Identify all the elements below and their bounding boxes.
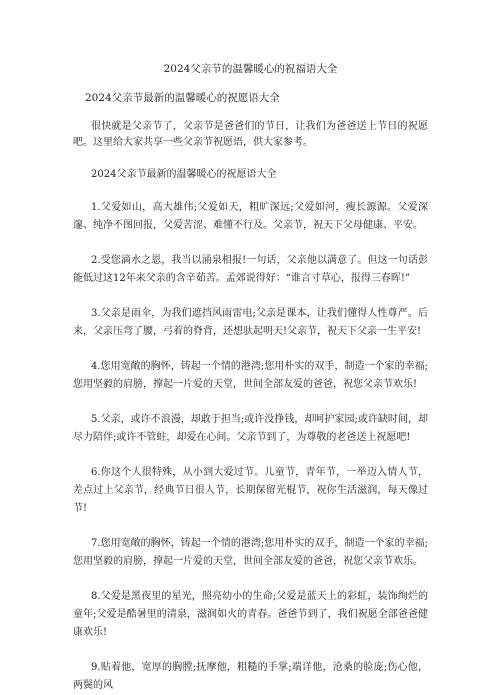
blessing-item-2: 2.受您滴水之恩，我当以涌泉相报!一句话，父亲他以满意了。但这一句话彭能低过这12年来父亲的含辛茹苦。孟郊说得好：“谁言寸草心，报得三春晖!” [73,255,428,284]
blessing-item-3: 3.父亲是雨伞，为我们遮挡风雨雷电;父亲是课本，让我们懂得人性尊严。后来，父亲压弯了腰，弓着的脊背，还想驮起明天!父亲节，祝天下父亲一生平安! [73,308,428,337]
blessing-item-5: 5.父亲，或许不浪漫，却敢于担当;或许没挣钱，却呵护家园;或许缺时间，却尽力陪伴;或许不管蛀，却爱在心间。父亲节到了，为尊敬的老爸送上祝愿吧! [73,414,428,443]
section-heading: 2024父亲节最新的温馨暖心的祝愿语大全 [91,169,277,180]
document-title: 2024父亲节的温馨暖心的祝福语大全 [163,63,338,75]
blessing-item-9: 9.贴着他，宽厚的胸膛;抚摩他，粗糙的手掌;端详他，沧桑的脸庞;伤心他，两鬓的风 [73,662,428,691]
blessing-item-8: 8.父爱是黑夜里的星光，照亮幼小的生命;父爱是蓝天上的彩虹，装饰绚烂的童年;父爱是酷暑里的清泉，滋润如火的青春。爸爸节到了，我们祝愿全部爸爸健康欢乐! [73,591,428,638]
blessing-list [73,199,428,695]
blessing-item-4: 4.您用宽敞的胸怀，铸起一个情的港湾;您用朴实的双手，制造一个家的幸福;您用坚毅的肩膀，撑起一片爱的天堂，世间全部友爱的爸爸，祝您父亲节欢乐! [73,361,428,390]
blessing-item-7: 7.您用宽敞的胸怀，铸起一个情的港湾;您用朴实的双手，制造一个家的幸福;您用坚毅的肩膀，撑起一片爱的天堂，世间全部友爱的爸爸，祝您父亲节欢乐。 [73,538,428,567]
blessing-item-6: 6.你这个人很特殊，从小到大爱过节。儿童节，青年节，一举迈入情人节，差点过上父亲节，经典节日很人节，长期保留光棍节，祝你生活滋润，每天像过节! [73,467,428,514]
blessing-item-1: 1.父爱如山，高大雄伟;父爱如天，粗旷深远;父爱如河，瘦长源源。父爱深邃、纯净不图回报，父爱苦涩、难懂不行及。父亲节，祝天下父母健康、平安。 [73,202,428,231]
document-subtitle: 2024父亲节最新的温馨暖心的祝愿语大全 [85,92,280,104]
intro-paragraph: 很快就是父亲节了，父亲节是爸爸们的节日，让我们为爸爸送上节日的祝愿吧。这里给大家共享一些父亲节祝愿语，供大家参考。 [73,121,428,148]
